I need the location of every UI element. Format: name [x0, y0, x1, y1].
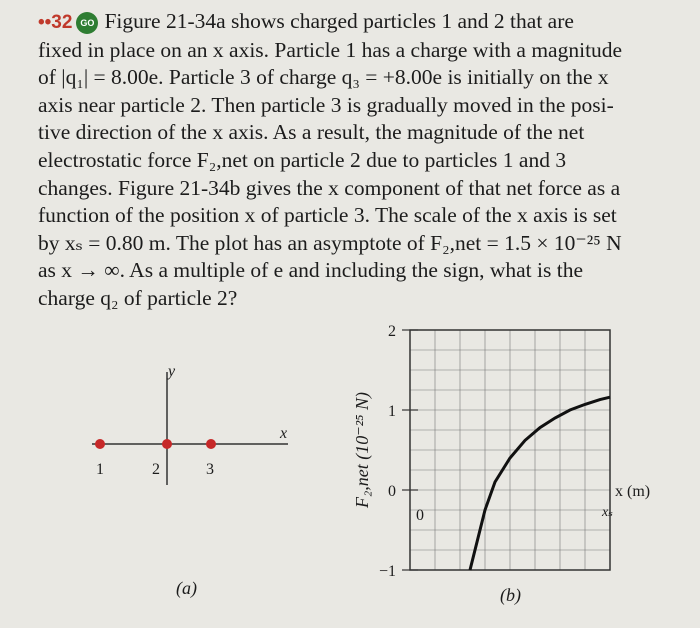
figure-b-chart [330, 320, 690, 620]
figure-b [330, 320, 690, 620]
problem-line-1: ••32 GO Figure 21-34a shows charged particles 1 and 2 that are [38, 9, 574, 33]
particle-3 [206, 439, 216, 449]
x-scale-label: xₛ [602, 505, 613, 520]
problem-line-4: axis near particle 2. Then particle 3 is gradually moved in the posi- [38, 92, 614, 117]
x-origin-label: 0 [416, 507, 424, 524]
y-tick-label: 1 [388, 403, 396, 420]
figure-a-diagram [70, 350, 320, 610]
chart-ticks [379, 323, 418, 580]
particle-2-label: 2 [152, 461, 160, 478]
y-axis-label: y [168, 363, 176, 380]
particle-1-label: 1 [96, 461, 104, 478]
y-axis-label: F₂,net (10⁻²⁵ N) [352, 392, 372, 508]
problem-line-10: as x → ∞. As a multiple of e and including the sign, what is the [38, 258, 583, 283]
problem-number: ••32 [38, 12, 73, 33]
chart-grid [410, 330, 610, 570]
go-badge-icon: GO [76, 12, 98, 34]
problem-line-7: changes. Figure 21-34b gives the x component of that net force as a [38, 175, 621, 200]
figure-b-caption: (b) [500, 585, 521, 605]
particle-2 [162, 439, 172, 449]
x-axis-label: x [280, 425, 288, 442]
particle-3-label: 3 [206, 461, 214, 478]
y-tick-label: −1 [378, 563, 396, 580]
force-curve [470, 397, 610, 570]
problem-line-2: fixed in place on an x axis. Particle 1 has a charge with a magnitude [38, 37, 623, 62]
problem-text [38, 8, 690, 313]
problem-line-6: electrostatic force F₂,net on particle 2 due to particles 1 and 3 [38, 147, 567, 172]
problem-line-5: tive direction of the x axis. As a result, the magnitude of the net [38, 120, 585, 145]
figure-a [70, 350, 320, 610]
figure-a-caption: (a) [176, 578, 197, 598]
problem-line-8: function of the position x of particle 3. The scale of the x axis is set [38, 203, 617, 228]
x-axis-label: x (m) [615, 483, 651, 500]
y-tick-label: 2 [388, 323, 396, 340]
problem-line-11: charge q₂ of particle 2? [38, 285, 238, 310]
problem-line-3: of |q₁| = 8.00e. Particle 3 of charge q₃ = +8.00e is initially on the x [38, 65, 609, 90]
particle-1 [95, 439, 105, 449]
y-tick-label: 0 [388, 483, 396, 500]
problem-line-9: by xₛ = 0.80 m. The plot has an asymptote of F₂,net = 1.5 × 10⁻²⁵ N [38, 230, 622, 255]
